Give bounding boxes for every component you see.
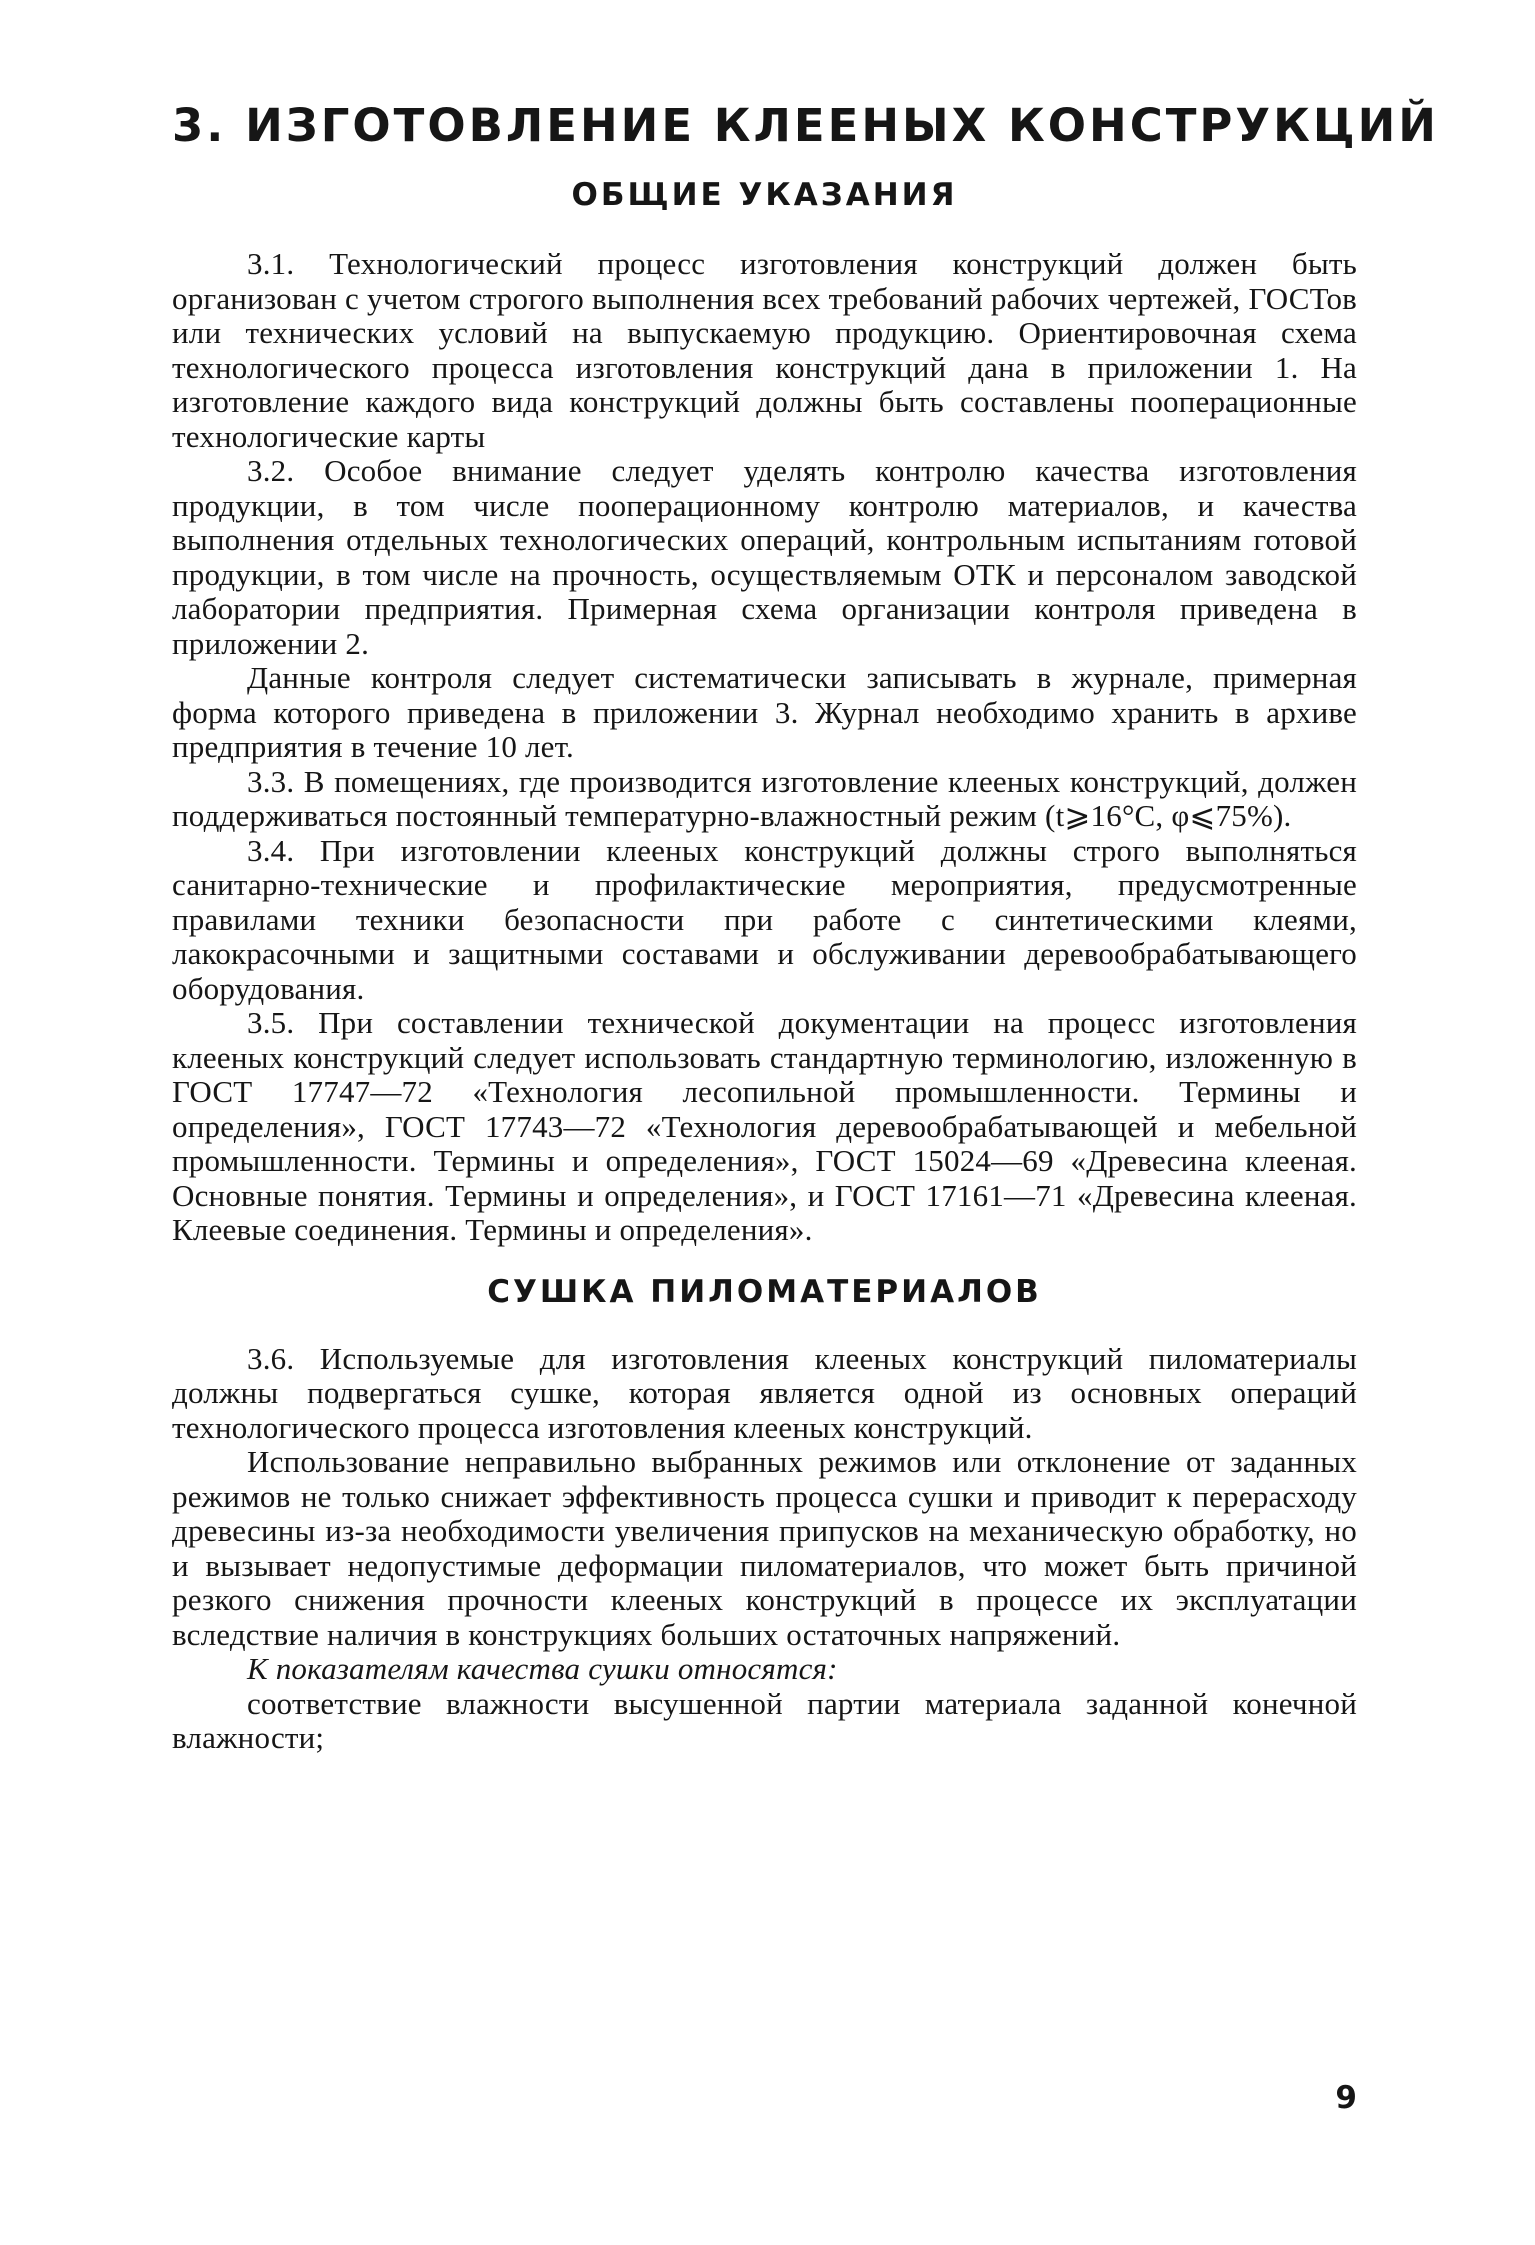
- section-title-general: ОБЩИЕ УКАЗАНИЯ: [571, 177, 958, 213]
- paragraph-3-5: 3.5. При составлении технической документации на процесс изготовления клееных конструкций следует использовать стандартную терминологию, изложенную в ГОСТ 17747—72 «Технология лесопильной промышленности. Термины и определения», ГОСТ 17743—72 «Технология деревообрабатывающей и мебельной промышленности. Термины и определения», ГОСТ 15024—69 «Древесина клееная. Основные понятия. Термины и определения», и ГОСТ 17161—71 «Древесина клееная. Клеевые соединения. Термины и определения».: [172, 1005, 1357, 1247]
- paragraph-3-4: 3.4. При изготовлении клееных конструкций должны строго выполняться санитарно-технические и профилактические мероприятия, предусмотренные правилами техники безопасности при работе с синтетическими клеями, лакокрасочными и защитными составами и обслуживании деревообрабатывающего оборудования.: [172, 832, 1357, 1006]
- paragraph-control-journal: Данные контроля следует систематически записывать в журнале, примерная форма которого приведена в приложении 3. Журнал необходимо хранить в архиве предприятия в течение 10 лет.: [172, 660, 1357, 764]
- document-page: [172, 95, 1439, 2215]
- paragraph-drying-modes: Использование неправильно выбранных режимов или отклонение от заданных режимов не только снижает эффективность процесса сушки и приводит к перерасходу древесины из-за необходимости увеличения припусков на механическую обработку, но и вызывает недопустимые деформации пиломатериалов, что может быть причиной резкого снижения прочности клееных конструкций в процессе их эксплуатации вследствие наличия в конструкциях больших остаточных напряжений.: [172, 1444, 1357, 1652]
- paragraph-3-2: 3.2. Особое внимание следует уделять контролю качества изготовления продукции, в том числе пооперационному контролю материалов, и качества выполнения отдельных технологических операций, контрольным испытаниям готовой продукции, в том числе на прочность, осуществляемым ОТК и персоналом заводской лаборатории предприятия. Примерная схема организации контроля приведена в приложении 2.: [172, 453, 1357, 661]
- paragraph-3-3: 3.3. В помещениях, где производится изготовление клееных конструкций, должен поддерживаться постоянный температурно-влажностный режим (t⩾16°C, φ⩽75%).: [172, 763, 1357, 833]
- page-number: 9: [1335, 2080, 1357, 2116]
- chapter-title: 3. ИЗГОТОВЛЕНИЕ КЛЕЕНЫХ КОНСТРУКЦИЙ: [172, 99, 1439, 152]
- paragraph-quality-indicators: К показателям качества сушки относятся:: [247, 1651, 838, 1686]
- paragraph-3-1: 3.1. Технологический процесс изготовления конструкций должен быть организован с учетом строгого выполнения всех требований рабочих чертежей, ГОСТов или технических условий на выпускаемую продукцию. Ориентировочная схема технологического процесса изготовления конструкций дана в приложении 1. На изготовление каждого вида конструкций должны быть составлены пооперационные технологические карты: [172, 246, 1357, 454]
- paragraph-3-6: 3.6. Используемые для изготовления клееных конструкций пиломатериалы должны подвергаться сушке, которая является одной из основных операций технологического процесса изготовления клееных конструкций.: [172, 1340, 1357, 1445]
- paragraph-moisture-compliance: соответствие влажности высушенной партии материала заданной конечной влажности;: [172, 1685, 1357, 1755]
- section-title-drying: СУШКА ПИЛОМАТЕРИАЛОВ: [487, 1273, 1042, 1310]
